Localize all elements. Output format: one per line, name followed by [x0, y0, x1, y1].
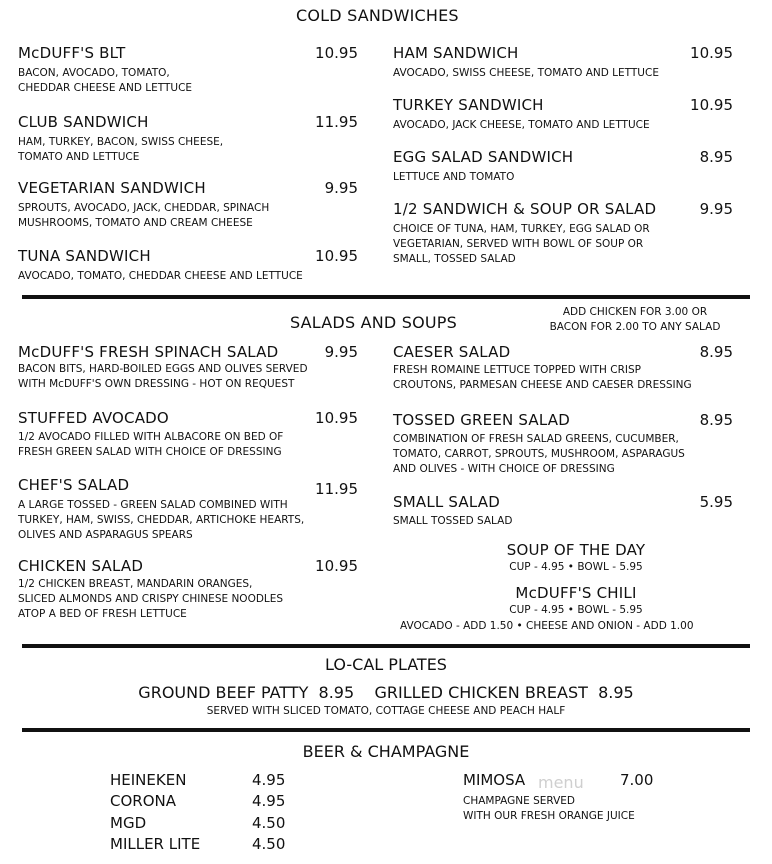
- item-name: VEGETARIAN SANDWICH: [18, 179, 206, 197]
- section-divider: [22, 644, 750, 648]
- chili-prices: CUP - 4.95 • BOWL - 5.95: [509, 604, 643, 616]
- beer-price: 4.95: [252, 771, 286, 789]
- salad-add-on-note: ADD CHICKEN FOR 3.00 OR BACON FOR 2.00 TO ANY SALAD: [549, 306, 721, 333]
- item-name: SMALL SALAD: [393, 493, 500, 511]
- item-description: AVOCADO, SWISS CHEESE, TOMATO AND LETTUCE: [393, 67, 659, 79]
- beer-name: MILLER LITE: [110, 835, 201, 853]
- item-name: McDUFF'S BLT: [18, 44, 126, 62]
- item-name: 1/2 SANDWICH & SOUP OR SALAD: [393, 200, 657, 218]
- item-description: CHOICE OF TUNA, HAM, TURKEY, EGG SALAD OR VEGETARIAN, SERVED WITH BOWL OF SOUP OR SMALL, TOSSED SALAD: [393, 223, 650, 265]
- item-description: SPROUTS, AVOCADO, JACK, CHEDDAR, SPINACH MUSHROOMS, TOMATO AND CREAM CHEESE: [18, 202, 270, 229]
- soup-of-the-day-title: SOUP OF THE DAY: [506, 541, 646, 559]
- soup-of-the-day-prices: CUP - 4.95 • BOWL - 5.95: [509, 561, 643, 573]
- item-price: 9.95: [324, 343, 358, 361]
- item-price: 8.95: [699, 343, 733, 361]
- item-name: CHICKEN SALAD: [18, 557, 144, 575]
- lo-cal-plates-items: GROUND BEEF PATTY 8.95 GRILLED CHICKEN BREAST 8.95: [138, 683, 634, 702]
- beer-price: 4.50: [252, 814, 286, 832]
- beer-name: MGD: [110, 814, 147, 832]
- item-description: SMALL TOSSED SALAD: [393, 515, 513, 527]
- item-price: 10.95: [315, 247, 358, 265]
- item-price: 9.95: [699, 200, 733, 218]
- item-price: 10.95: [315, 557, 358, 575]
- item-name: McDUFF'S FRESH SPINACH SALAD: [18, 343, 279, 361]
- cold-sandwiches-title: COLD SANDWICHES: [296, 6, 459, 25]
- item-name: TUNA SANDWICH: [18, 247, 151, 265]
- item-price: 10.95: [690, 96, 733, 114]
- beer-name: CORONA: [110, 792, 176, 810]
- item-price: 10.95: [315, 409, 358, 427]
- item-price: 11.95: [315, 480, 358, 498]
- item-description: AVOCADO, JACK CHEESE, TOMATO AND LETTUCE: [393, 119, 650, 131]
- beer-champagne-title: BEER & CHAMPAGNE: [302, 742, 470, 761]
- item-name: CLUB SANDWICH: [18, 113, 149, 131]
- item-name: TURKEY SANDWICH: [393, 96, 544, 114]
- item-price: 10.95: [315, 44, 358, 62]
- item-description: FRESH ROMAINE LETTUCE TOPPED WITH CRISP CROUTONS, PARMESAN CHEESE AND CAESER DRESSING: [393, 364, 692, 391]
- item-name: TOSSED GREEN SALAD: [393, 411, 570, 429]
- item-description: LETTUCE AND TOMATO: [393, 171, 515, 183]
- item-price: 8.95: [699, 411, 733, 429]
- chili-title: McDUFF'S CHILI: [515, 584, 637, 602]
- lo-cal-plates-title: LO-CAL PLATES: [325, 655, 447, 674]
- item-name: CHEF'S SALAD: [18, 476, 130, 494]
- item-description: 1/2 AVOCADO FILLED WITH ALBACORE ON BED OF FRESH GREEN SALAD WITH CHOICE OF DRESSING: [18, 431, 284, 458]
- item-price: 5.95: [699, 493, 733, 511]
- item-description: AVOCADO, TOMATO, CHEDDAR CHEESE AND LETTUCE: [18, 270, 303, 282]
- item-description: BACON BITS, HARD-BOILED EGGS AND OLIVES SERVED WITH McDUFF'S OWN DRESSING - HOT ON REQUEST: [18, 363, 308, 390]
- chili-add-ons: AVOCADO - ADD 1.50 • CHEESE AND ONION - ADD 1.00: [400, 620, 694, 632]
- item-description: A LARGE TOSSED - GREEN SALAD COMBINED WITH TURKEY, HAM, SWISS, CHEDDAR, ARTICHOKE HEARTS, OLIVES AND ASPARAGUS SPEARS: [18, 499, 305, 541]
- section-divider: [22, 295, 750, 299]
- section-divider: [22, 728, 750, 732]
- beer-price: 4.50: [252, 835, 286, 853]
- beer-name: HEINEKEN: [110, 771, 187, 789]
- beer-price: 4.95: [252, 792, 286, 810]
- mimosa-name: MIMOSA: [463, 771, 526, 789]
- item-name: EGG SALAD SANDWICH: [393, 148, 574, 166]
- item-price: 8.95: [699, 148, 733, 166]
- item-description: 1/2 CHICKEN BREAST, MANDARIN ORANGES, SLICED ALMONDS AND CRISPY CHINESE NOODLES ATOP A BED OF FRESH LETTUCE: [18, 578, 284, 620]
- item-price: 9.95: [324, 179, 358, 197]
- item-price: 10.95: [690, 44, 733, 62]
- salads-soups-title: SALADS AND SOUPS: [290, 313, 457, 332]
- lo-cal-plates-description: SERVED WITH SLICED TOMATO, COTTAGE CHEESE AND PEACH HALF: [206, 705, 566, 717]
- item-name: STUFFED AVOCADO: [18, 409, 169, 427]
- item-description: HAM, TURKEY, BACON, SWISS CHEESE, TOMATO AND LETTUCE: [18, 136, 224, 163]
- item-price: 11.95: [315, 113, 358, 131]
- menupages-watermark: menu: [538, 773, 584, 792]
- item-name: CAESER SALAD: [393, 343, 511, 361]
- item-description: COMBINATION OF FRESH SALAD GREENS, CUCUMBER, TOMATO, CARROT, SPROUTS, MUSHROOM, ASPARAGUS AND OLIVES - WITH CHOICE OF DRESSING: [393, 433, 685, 475]
- mimosa-price: 7.00: [620, 771, 654, 789]
- item-name: HAM SANDWICH: [393, 44, 519, 62]
- mimosa-description: CHAMPAGNE SERVED WITH OUR FRESH ORANGE JUICE: [463, 795, 635, 822]
- item-description: BACON, AVOCADO, TOMATO, CHEDDAR CHEESE AND LETTUCE: [18, 67, 193, 94]
